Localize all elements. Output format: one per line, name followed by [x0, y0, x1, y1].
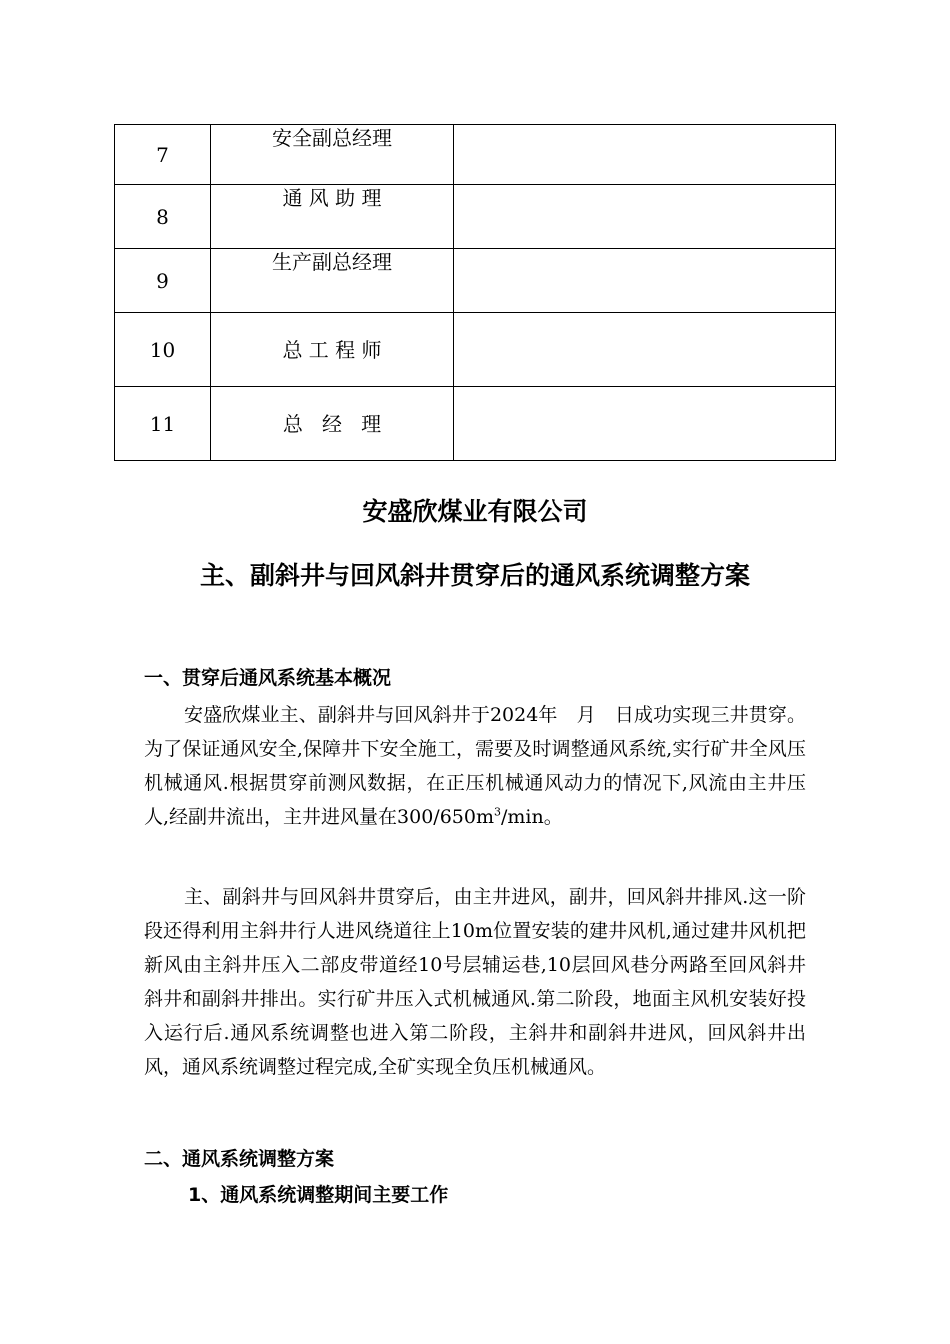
table-row — [115, 125, 836, 185]
row-number: 11 — [115, 387, 211, 461]
role-cell — [211, 185, 454, 249]
signature-cell — [454, 249, 836, 313]
role-cell — [211, 125, 454, 185]
table-row — [115, 249, 836, 313]
table-row — [115, 313, 836, 387]
role-label: 总 经 理 — [282, 411, 382, 436]
signature-cell — [454, 125, 836, 185]
role-label: 通 风 助 理 — [282, 186, 382, 210]
row-number: 7 — [115, 125, 211, 185]
subsection-heading: 1、通风系统调整期间主要工作 — [188, 1184, 449, 1206]
table-row — [115, 387, 836, 461]
paragraph: 主、副斜井与回风斜井贯穿后，由主井进风，副井，回风斜井排风.这一阶段还得利用主斜井行人进风绕道往上10m位置安装的建井风机,通过建井风机把新风由主斜井压入二部皮带道经10号层辅运巷,10层回风巷分两路至回风斜井斜井和副斜井排出。实行矿井压入式机械通风.第二阶段，地面主风机安装好投入运行后.通风系统调整也进入第二阶段，主斜井和副斜井进风，回风斜井出风，通风系统调整过程完成,全矿实现全负压机械通风。 — [144, 886, 806, 1078]
role-label: 安全副总经理 — [272, 126, 392, 150]
section-heading: 二、通风系统调整方案 — [144, 1148, 335, 1170]
role-label: 生产副总经理 — [272, 250, 392, 274]
table-row — [115, 185, 836, 249]
role-cell — [211, 387, 454, 461]
row-number: 10 — [115, 313, 211, 387]
role-cell — [211, 313, 454, 387]
signature-table — [114, 124, 836, 461]
signature-cell — [454, 185, 836, 249]
row-number: 8 — [115, 185, 211, 249]
paragraph-text: /min。 — [501, 806, 563, 828]
signature-cell — [454, 387, 836, 461]
paragraph — [144, 698, 806, 834]
paragraph-text: 安盛欣煤业主、副斜井与回风斜井于2024年 月 日成功实现三井贯穿。为了保证通风安全,保障井下安全施工，需要及时调整通风系统,实行矿井全风压机械通风.根据贯穿前测风数据，在正压机械通风动力的情况下,风流由主井压人,经副井流出，主井进风量在300/650m — [144, 704, 806, 828]
section-heading: 一、贯穿后通风系统基本概况 — [144, 667, 392, 689]
company-title: 安盛欣煤业有限公司 — [362, 497, 588, 526]
role-cell — [211, 249, 454, 313]
signature-cell — [454, 313, 836, 387]
plan-title: 主、副斜井与回风斜井贯穿后的通风系统调整方案 — [199, 561, 750, 590]
superscript: 3 — [494, 805, 501, 819]
row-number: 9 — [115, 249, 211, 313]
role-label: 总 工 程 师 — [282, 337, 382, 362]
